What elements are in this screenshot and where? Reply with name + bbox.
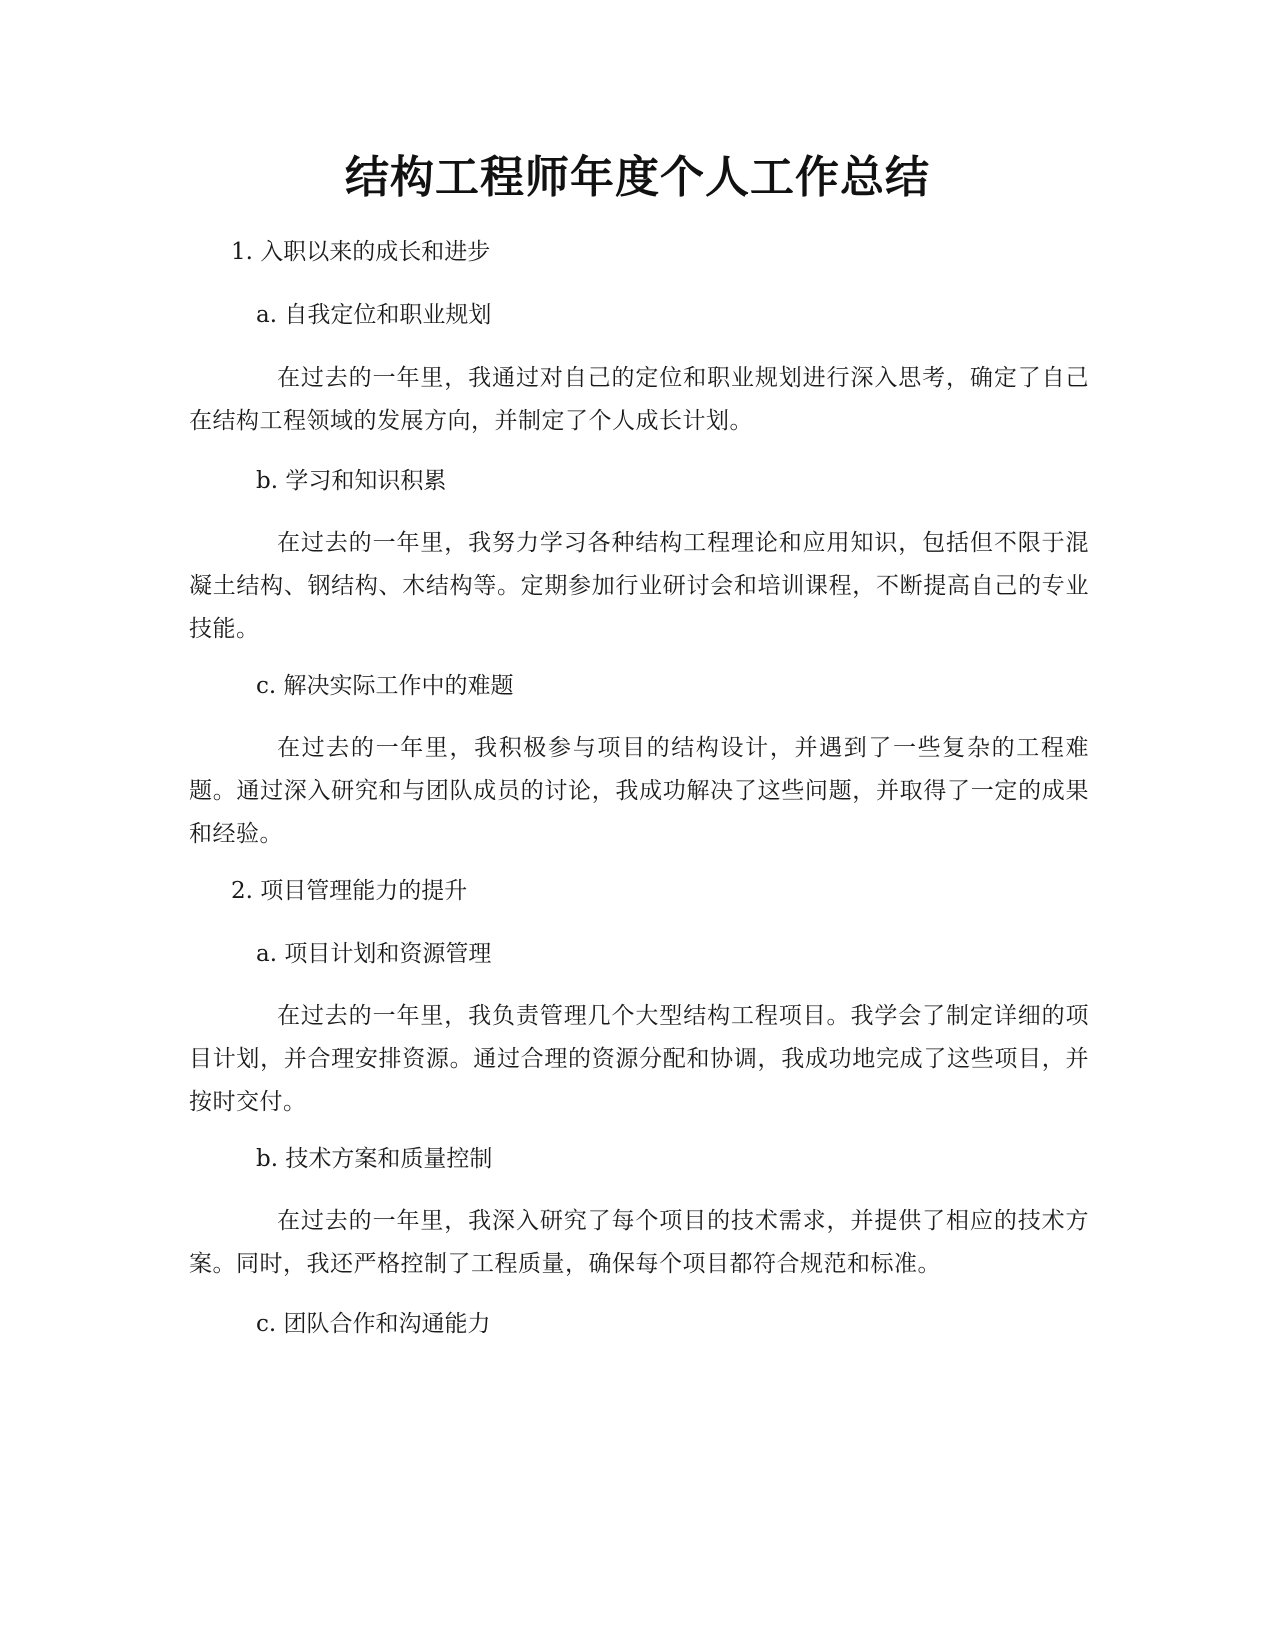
section-heading-1: 1. 入职以来的成长和进步 (231, 239, 491, 265)
subsection-heading-2a: a. 项目计划和资源管理 (256, 941, 492, 967)
paragraph-1a: 在过去的一年里，我通过对自己的定位和职业规划进行深入思考，确定了自己在结构工程领域的发展方向，并制定了个人成长计划。 (189, 365, 1089, 434)
subsection-heading-2b: b. 技术方案和质量控制 (256, 1146, 493, 1172)
paragraph-2b: 在过去的一年里，我深入研究了每个项目的技术需求，并提供了相应的技术方案。同时，我还严格控制了工程质量，确保每个项目都符合规范和标准。 (189, 1208, 1089, 1277)
paragraph-2a: 在过去的一年里，我负责管理几个大型结构工程项目。我学会了制定详细的项目计划，并合理安排资源。通过合理的资源分配和协调，我成功地完成了这些项目，并按时交付。 (189, 1003, 1089, 1115)
subsection-heading-2c: c. 团队合作和沟通能力 (256, 1311, 491, 1337)
subsection-heading-1b: b. 学习和知识积累 (256, 468, 447, 494)
paragraph-1b: 在过去的一年里，我努力学习各种结构工程理论和应用知识，包括但不限于混凝土结构、钢结构、木结构等。定期参加行业研讨会和培训课程，不断提高自己的专业技能。 (189, 530, 1089, 642)
subsection-heading-1c: c. 解决实际工作中的难题 (256, 673, 514, 699)
section-heading-2: 2. 项目管理能力的提升 (231, 878, 468, 904)
subsection-heading-1a: a. 自我定位和职业规划 (256, 302, 492, 328)
paragraph-1c: 在过去的一年里，我积极参与项目的结构设计，并遇到了一些复杂的工程难题。通过深入研究和与团队成员的讨论，我成功解决了这些问题，并取得了一定的成果和经验。 (189, 735, 1089, 847)
document-title: 结构工程师年度个人工作总结 (345, 152, 930, 203)
